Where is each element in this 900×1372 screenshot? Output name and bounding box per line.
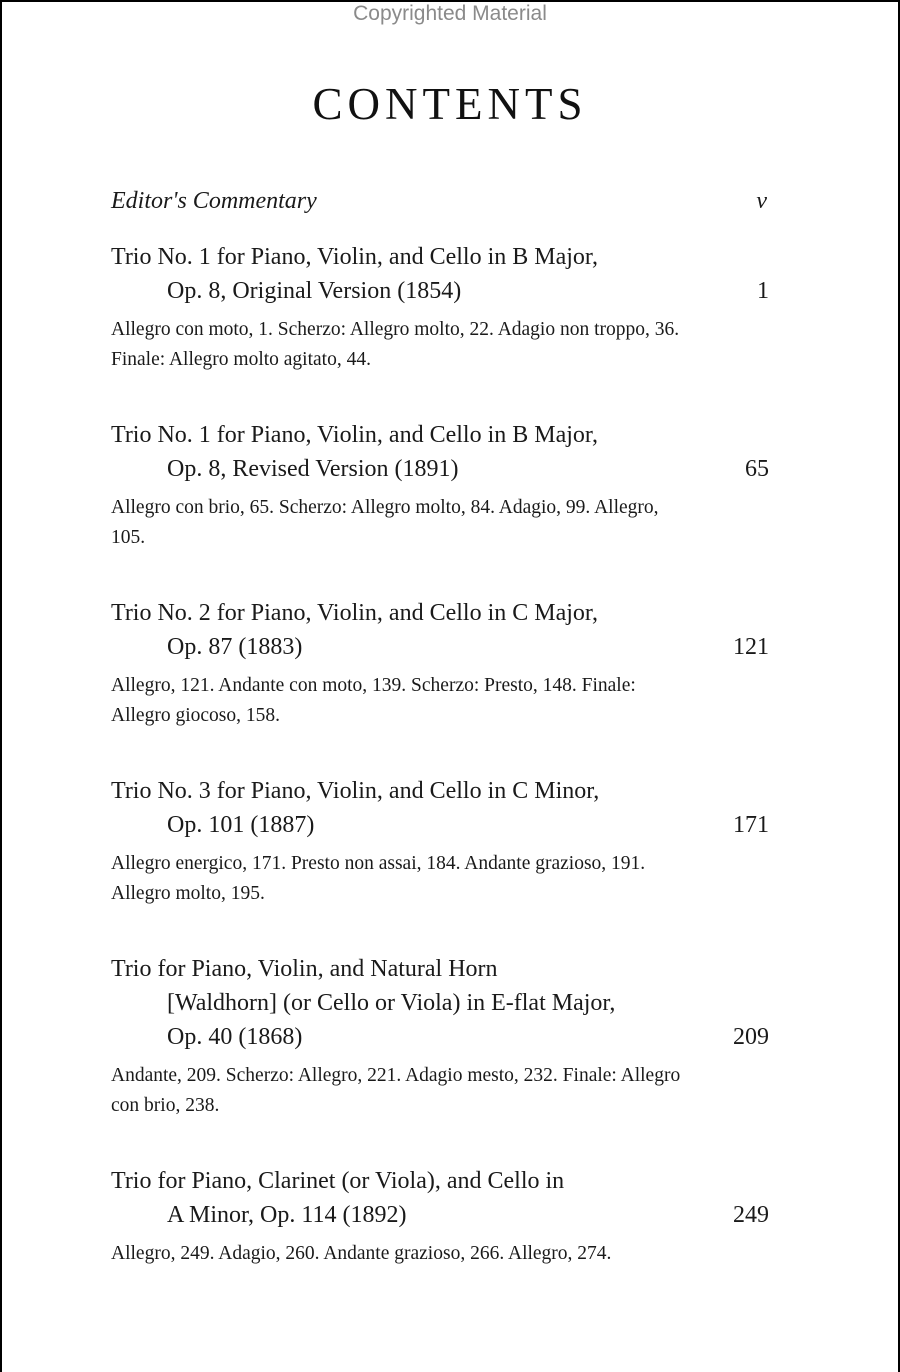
entry-title — [111, 952, 769, 1054]
entry-title-line: Op. 8, Original Version (1854) — [167, 278, 462, 304]
entry-page-number: 1 — [757, 278, 769, 304]
entry-page-number: 209 — [733, 1024, 769, 1050]
commentary-page-number: v — [756, 188, 767, 214]
entry-title — [111, 1164, 769, 1232]
toc-entry[interactable] — [111, 1164, 769, 1269]
entry-movements: Allegro con brio, 65. Scherzo: Allegro molto, 84. Adagio, 99. Allegro, 105. — [111, 497, 659, 548]
entry-title-line: Op. 101 (1887) — [167, 812, 315, 838]
copyright-watermark: Copyrighted Material — [353, 2, 547, 25]
entry-title-line: Trio for Piano, Clarinet (or Viola), and Cello in — [111, 1168, 565, 1194]
entry-page-number: 249 — [733, 1202, 769, 1228]
page-title: CONTENTS — [312, 79, 588, 129]
entry-movements: Allegro energico, 171. Presto non assai, 184. Andante grazioso, 191. Allegro molto, 195. — [111, 853, 646, 904]
entry-title-line: Trio for Piano, Violin, and Natural Horn — [111, 956, 498, 982]
entry-title-line: Op. 8, Revised Version (1891) — [167, 456, 459, 482]
entry-title-line: Trio No. 2 for Piano, Violin, and Cello in C Major, — [111, 600, 598, 626]
entry-movements: Andante, 209. Scherzo: Allegro, 221. Adagio mesto, 232. Finale: Allegro con brio, 238. — [111, 1065, 681, 1116]
entry-page-number: 171 — [733, 812, 769, 838]
toc-entry[interactable] — [111, 774, 769, 909]
entry-movements: Allegro, 121. Andante con moto, 139. Scherzo: Presto, 148. Finale: Allegro giocoso, 158. — [111, 675, 636, 726]
entry-title — [111, 774, 769, 842]
entry-movements: Allegro con moto, 1. Scherzo: Allegro molto, 22. Adagio non troppo, 36. Finale: Allegro molto agitato, 44. — [111, 319, 680, 370]
entry-title — [111, 596, 769, 664]
entry-title-line: Trio No. 1 for Piano, Violin, and Cello in B Major, — [111, 244, 598, 270]
entry-movements: Allegro, 249. Adagio, 260. Andante grazioso, 266. Allegro, 274. — [111, 1243, 612, 1264]
entry-title-line: Op. 87 (1883) — [167, 634, 303, 660]
table-of-contents — [111, 184, 769, 1312]
entry-title — [111, 418, 769, 486]
entry-title-line: Trio No. 3 for Piano, Violin, and Cello in C Minor, — [111, 778, 600, 804]
entry-title-line: [Waldhorn] (or Cello or Viola) in E-flat Major, — [167, 990, 616, 1016]
toc-entry[interactable] — [111, 952, 769, 1121]
commentary-label: Editor's Commentary — [111, 188, 317, 214]
toc-entry[interactable] — [111, 240, 769, 375]
entry-page-number: 65 — [745, 456, 769, 482]
toc-entry-commentary[interactable] — [111, 184, 769, 218]
page-border-left — [0, 0, 2, 1372]
entry-title-line: A Minor, Op. 114 (1892) — [167, 1202, 407, 1228]
entry-page-number: 121 — [733, 634, 769, 660]
entry-title — [111, 240, 769, 308]
entry-title-line: Op. 40 (1868) — [167, 1024, 303, 1050]
toc-entry[interactable] — [111, 596, 769, 731]
toc-entry[interactable] — [111, 418, 769, 553]
entry-title-line: Trio No. 1 for Piano, Violin, and Cello in B Major, — [111, 422, 598, 448]
